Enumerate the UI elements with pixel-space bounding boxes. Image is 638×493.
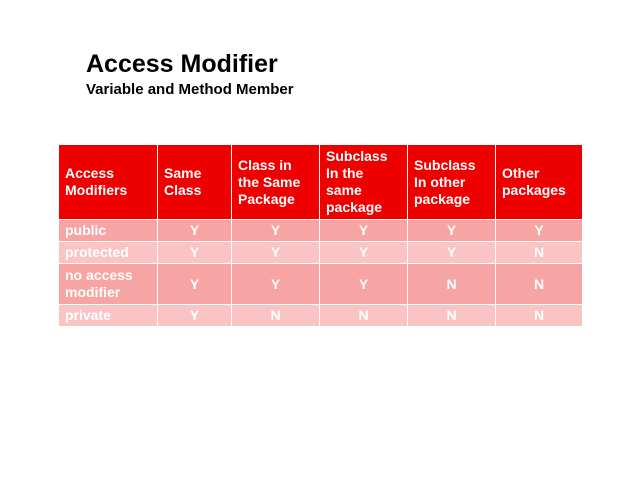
table-row [59, 305, 583, 327]
table-row [59, 242, 583, 264]
table-cell: Y [320, 220, 408, 242]
table-cell: Y [496, 220, 583, 242]
table-cell: N [232, 305, 320, 327]
table-cell: Y [232, 242, 320, 264]
row-label: public [59, 220, 158, 242]
table-cell: N [496, 305, 583, 327]
header-subclass-other-package: Subclass In other package [408, 145, 496, 220]
table-cell: Y [320, 264, 408, 305]
table-row [59, 220, 583, 242]
table-cell: N [496, 242, 583, 264]
header-same-package: Class in the Same Package [232, 145, 320, 220]
slide-subtitle: Variable and Method Member [86, 81, 294, 98]
table-cell: Y [158, 242, 232, 264]
table-cell: N [496, 264, 583, 305]
row-label: protected [59, 242, 158, 264]
table-cell: N [408, 264, 496, 305]
access-modifier-table [58, 144, 583, 327]
table-cell: Y [158, 264, 232, 305]
header-access-modifiers: Access Modifiers [59, 145, 158, 220]
table-cell: Y [158, 220, 232, 242]
table-cell: Y [232, 264, 320, 305]
table-cell: N [408, 305, 496, 327]
table-cell: Y [408, 242, 496, 264]
row-label: no access modifier [59, 264, 158, 305]
slide-title: Access Modifier [86, 50, 278, 78]
table-cell: Y [320, 242, 408, 264]
row-label: private [59, 305, 158, 327]
table-cell: Y [158, 305, 232, 327]
table-row [59, 264, 583, 305]
table-cell: Y [408, 220, 496, 242]
header-subclass-same-package: Subclass In the same package [320, 145, 408, 220]
table-cell: Y [232, 220, 320, 242]
table-header-row [59, 145, 583, 220]
header-other-packages: Other packages [496, 145, 583, 220]
header-same-class: Same Class [158, 145, 232, 220]
table-cell: N [320, 305, 408, 327]
